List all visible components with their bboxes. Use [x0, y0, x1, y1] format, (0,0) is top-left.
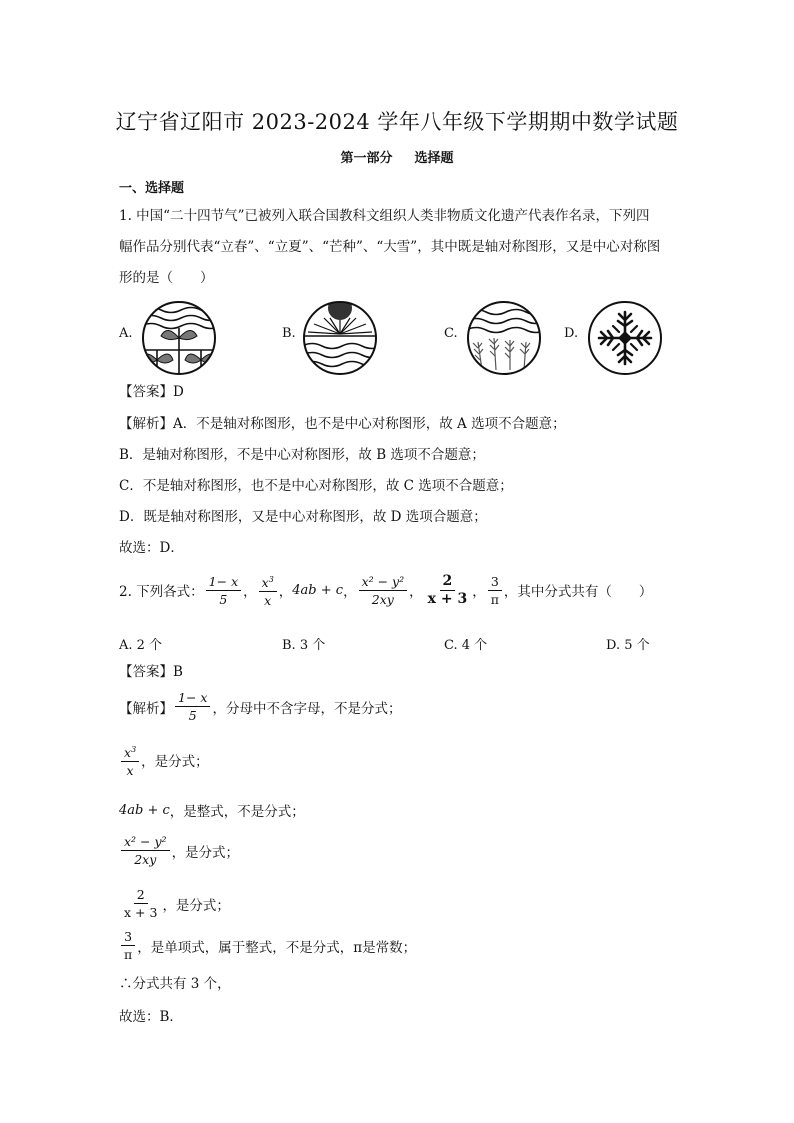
grain-figure-icon — [464, 298, 544, 378]
part-label: 选择题 — [414, 151, 454, 166]
q2-answer: 【答案】B — [119, 664, 183, 680]
q2-option-c: C. 4 个 — [444, 638, 488, 653]
q2-expr-1: $\frac{1- x}{5}$ — [206, 574, 241, 607]
q1-analysis-5: 故选：D． — [119, 540, 184, 556]
q2-analysis-3: 4ab + c ，是整式，不是分式； — [119, 802, 305, 820]
summer-figure-icon — [300, 298, 380, 378]
q2-analysis-1: 【解析】 $\frac{1- x}{5}$ ，分母中不含字母，不是分式； — [119, 690, 402, 723]
q1-analysis-3: C．不是轴对称图形，也不是中心对称图形，故 C 选项不合题意； — [119, 478, 513, 494]
q1-option-c-label: C. — [444, 326, 458, 341]
q1-line-1: 1. 中国“二十四节气”已被列入联合国教科文组织人类非物质文化遗产代表作名录，下列四 — [119, 208, 650, 224]
part-heading — [0, 147, 794, 166]
q1-line-3: 形的是（ ） — [119, 270, 214, 286]
q1-analysis-2: B．是轴对称图形，不是中心对称图形，故 B 选项不合题意； — [119, 447, 485, 463]
q2-prefix: 2. 下列各式： — [119, 584, 204, 601]
q2-expr-5: $\frac{2}{x + 3}$ — [427, 572, 468, 607]
q2-analysis-2: $\frac{x^3}{x}$ ，是分式； — [119, 742, 209, 778]
section-heading: 一、选择题 — [119, 181, 185, 196]
q2-stem: 2. 下列各式： $\frac{1- x}{5}$ ， $\frac{x^3}{x}$ ， 4ab + c ， $\frac{\text{x² − y²}}{2xy}$ ， $\frac{2}{x + 3}$ ， $\frac{3}{\pi}$ ，其中分式共有（ ） — [119, 572, 653, 609]
q2-option-b: B. 3 个 — [282, 638, 326, 653]
q1-line-2: 幅作品分别代表“立春”、“立夏”、“芒种”、“大雪”，其中既是轴对称图形，又是中心对称图 — [119, 239, 661, 255]
q1-option-b-label: B. — [282, 326, 296, 341]
part-name: 第一部分 — [340, 151, 393, 166]
page-title: 辽宁省辽阳市 2023-2024 学年八年级下学期期中数学试题 — [115, 110, 679, 134]
q2-analysis-4: $\frac{\text{x² − y²}}{2xy}$ ，是分式； — [119, 834, 239, 867]
q1-option-a-label: A. — [119, 326, 133, 341]
q2-expr-3: 4ab + c — [292, 582, 344, 598]
q2-option-a: A. 2 个 — [119, 638, 163, 653]
q2-analysis-6: $\frac{3}{\pi}$ ，是单项式，属于整式，不是分式，π是常数； — [119, 929, 416, 962]
q2-suffix: ，其中分式共有（ ） — [503, 584, 653, 601]
q2-final: 故选：B． — [119, 1009, 183, 1025]
q2-expr-2: $\frac{x^3}{x}$ — [259, 572, 277, 608]
q1-option-d-label: D. — [564, 326, 579, 341]
q2-conclusion: ∴分式共有 3 个， — [119, 976, 231, 992]
spring-figure-icon — [139, 298, 219, 378]
q1-analysis-1: 【解析】A．不是轴对称图形，也不是中心对称图形，故 A 选项不合题意； — [119, 416, 566, 432]
q2-expr-6: $\frac{3}{\pi}$ — [488, 574, 502, 607]
q1-analysis-4: D．既是轴对称图形，又是中心对称图形，故 D 选项合题意； — [119, 509, 487, 525]
q2-option-d: D. 5 个 — [606, 638, 650, 653]
snowflake-figure-icon — [585, 298, 665, 378]
q1-answer: 【答案】D — [119, 384, 184, 400]
q2-analysis-5: $\frac{2}{x + 3}$ ，是分式； — [124, 887, 230, 920]
q2-expr-4: $\frac{\text{x² − y²}}{2xy}$ — [359, 574, 408, 607]
